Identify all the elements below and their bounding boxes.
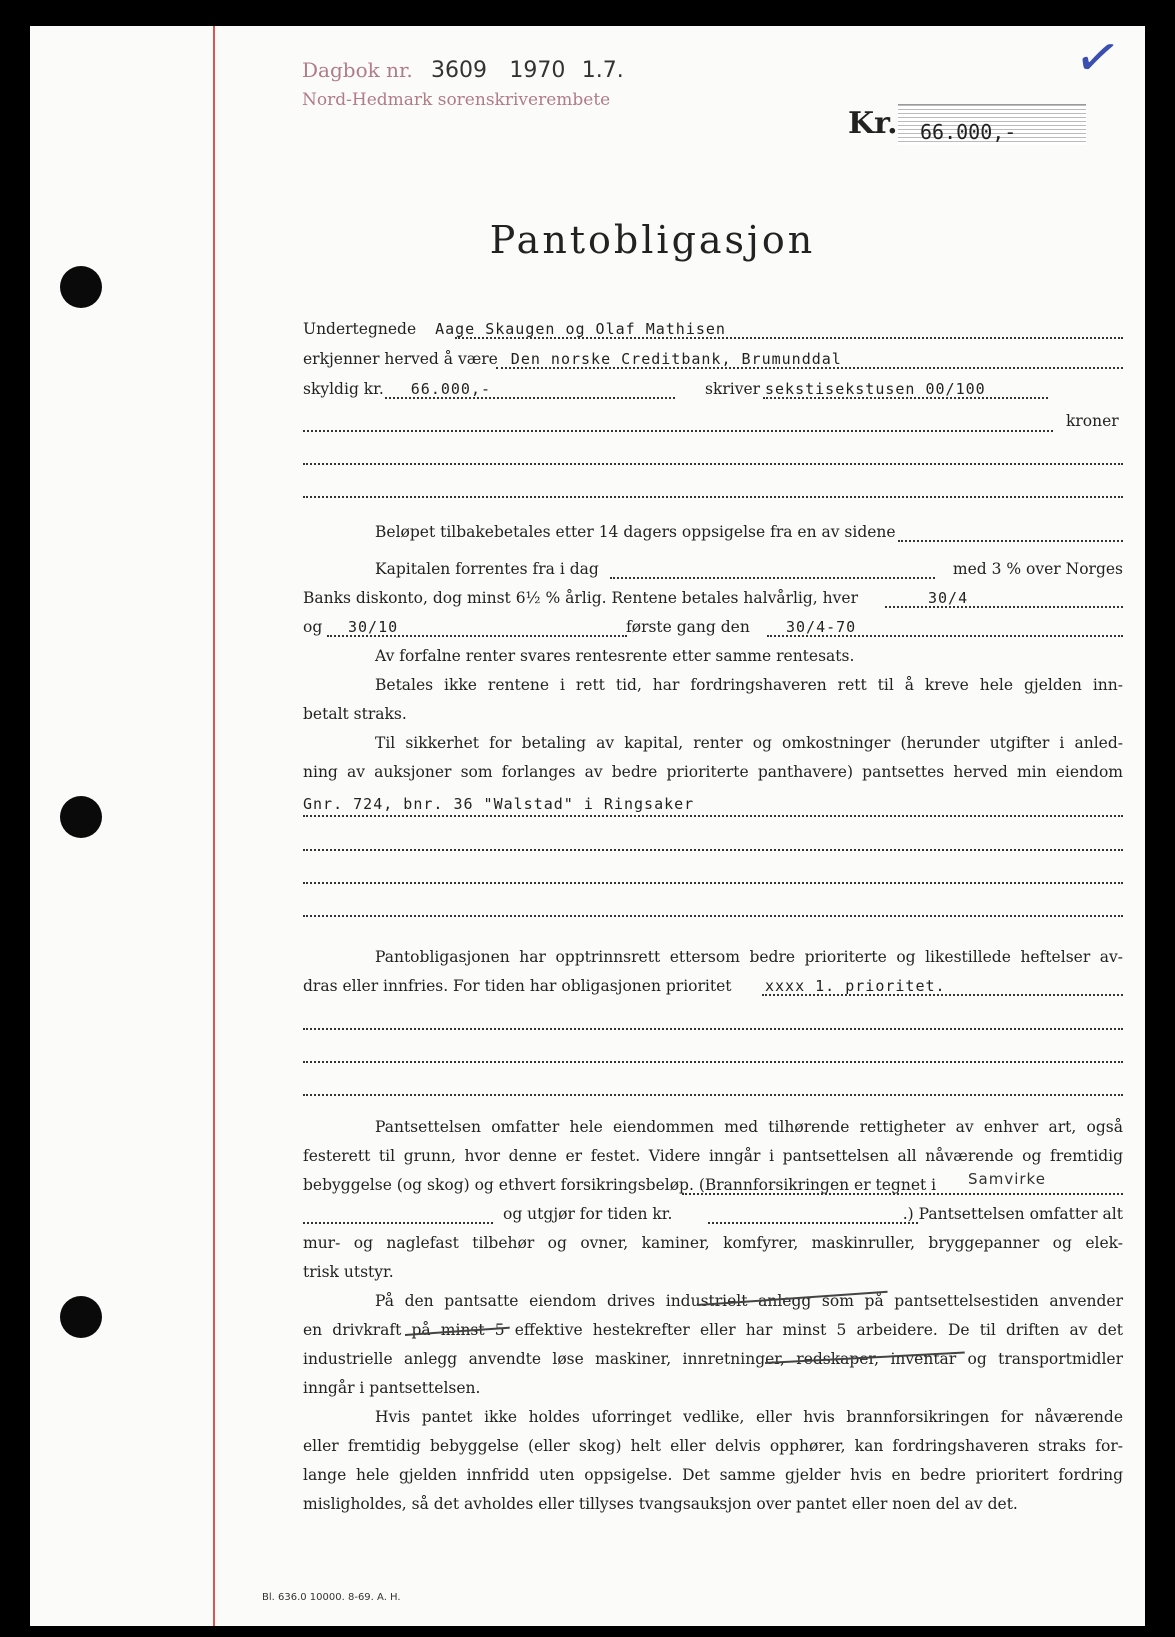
dotted-line	[303, 1094, 1123, 1096]
insurer-value: Samvirke	[968, 1170, 1046, 1188]
document-title: Pantobligasjon	[489, 218, 816, 262]
dotted-line	[898, 540, 1123, 542]
property-value: Gnr. 724, bnr. 36 "Walstad" i Ringsaker	[303, 795, 695, 813]
og-label: og	[303, 618, 323, 636]
dotted-line	[303, 1222, 493, 1224]
dotted-line	[303, 463, 1123, 465]
paragraph: Betales ikke rentene i rett tid, har fordringshaveren rett til å kreve hele gjelden inn-	[375, 676, 1123, 694]
skriver-label: skriver	[705, 380, 761, 398]
priority-value: xxxx 1. prioritet.	[765, 977, 946, 995]
dotted-line	[762, 994, 1123, 996]
kroner-label: kroner	[1066, 412, 1119, 430]
dotted-line	[303, 430, 1053, 432]
dotted-line	[303, 882, 1123, 884]
punch-hole	[60, 796, 102, 838]
paragraph: trisk utstyr.	[303, 1263, 394, 1281]
dotted-line	[455, 337, 1123, 339]
dotted-line	[708, 1222, 918, 1224]
paragraph: Pantobligasjonen har opptrinnsrett ettersom bedre prioriterte og likestillede heftelser av-	[375, 948, 1123, 966]
paragraph: Hvis pantet ikke holdes uforringet vedlike, eller hvis brannforsikringen for nåværende	[375, 1408, 1123, 1426]
dotted-line	[885, 606, 1123, 608]
paragraph: industrielle anlegg anvendte løse maskiner, innretninger, redskaper, inventar og transportmidler	[303, 1350, 1123, 1368]
paragraph: festerett til grunn, hvor denne er festet. Videre inngår i pantsettelsen all nåværende og fremtidig	[303, 1147, 1123, 1165]
paragraph: På den pantsatte eiendom drives industrielt anlegg som på pantsettelsestiden anvender	[375, 1292, 1123, 1310]
first-label: første gang den	[626, 618, 750, 636]
dotted-line	[303, 496, 1123, 498]
paragraph: Av forfalne renter svares rentesrente etter samme rentesats.	[375, 647, 855, 665]
undertegnede-label: Undertegnede	[303, 320, 417, 338]
dagbok-stamp	[302, 58, 624, 83]
creditor-value: Den norske Creditbank, Brumunddal	[510, 350, 842, 368]
erkjenner-label: erkjenner herved å være	[303, 350, 498, 368]
amount-value: 66.000,-	[920, 120, 1017, 144]
margin-line	[213, 26, 215, 1626]
interest-date-1: 30/4	[928, 589, 969, 607]
repay-text: Beløpet tilbakebetales etter 14 dagers oppsigelse fra en av sidene	[375, 523, 896, 541]
dotted-line	[303, 1028, 1123, 1030]
interest-date-2: 30/10	[348, 618, 399, 636]
skyldig-amount: 66.000,-	[410, 380, 492, 398]
punch-hole	[60, 266, 102, 308]
skriver-value: sekstisekstusen 00/100	[765, 380, 986, 398]
dotted-line	[496, 367, 1123, 369]
insurance-amount-label: og utgjør for tiden kr.	[503, 1205, 673, 1223]
paragraph: eller fremtidig bebyggelse (eller skog) helt eller delvis opphører, kan fordringshaveren straks for-	[303, 1437, 1123, 1455]
office-stamp: Nord-Hedmark sorenskriverembete	[302, 90, 611, 110]
paragraph: ning av auksjoner som forlanges av bedre prioriterte panthavere) pantsettes herved min eiendom	[303, 763, 1123, 781]
punch-hole	[60, 1296, 102, 1338]
paragraph: Pantsettelsen omfatter hele eiendommen med tilhørende rettigheter av enhver art, også	[375, 1118, 1123, 1136]
skyldig-label: skyldig kr.	[303, 380, 384, 398]
dagbok-number: 3609	[431, 58, 488, 83]
dotted-line	[327, 635, 627, 637]
dotted-line	[303, 915, 1123, 917]
interest-text: Banks diskonto, dog minst 6½ % årlig. Rentene betales halvårlig, hver	[303, 589, 858, 607]
document-page	[30, 22, 1145, 1626]
paragraph: mur- og naglefast tilbehør og ovner, kaminer, komfyrer, maskinruller, bryggepanner og elek-	[303, 1234, 1123, 1252]
undertegnede-value: Aage Skaugen og Olaf Mathisen	[435, 320, 726, 338]
dotted-line	[303, 1061, 1123, 1063]
dagbok-date: 1.7.	[581, 58, 624, 83]
check-mark: ✓	[1069, 22, 1126, 93]
amount-label: Kr.	[848, 106, 898, 141]
form-footer: Bl. 636.0 10000. 8-69. A. H.	[262, 1592, 401, 1603]
interest-from: Kapitalen forrentes fra i dag	[375, 560, 599, 578]
interest-rate: med 3 % over Norges	[952, 560, 1123, 578]
insurance-tail: .) Pantsettelsen omfatter alt	[902, 1205, 1123, 1223]
paragraph: misligholdes, så det avholdes eller tillyses tvangsauksjon over pantet eller noen del av det.	[303, 1495, 1018, 1513]
paragraph: en drivkraft på minst 5 effektive hestekrefter eller har minst 5 arbeidere. De til driften av det	[303, 1321, 1123, 1339]
priority-text: dras eller innfries. For tiden har obligasjonen prioritet	[303, 977, 732, 995]
dotted-line	[385, 397, 675, 399]
paragraph: betalt straks.	[303, 705, 407, 723]
dotted-line	[303, 815, 1123, 817]
first-date: 30/4-70	[786, 618, 857, 636]
dotted-line	[767, 635, 1123, 637]
dagbok-label: Dagbok nr.	[302, 58, 413, 82]
dagbok-year: 1970	[509, 58, 566, 83]
dotted-line	[682, 1193, 1123, 1195]
dotted-line	[303, 849, 1123, 851]
dotted-line	[610, 577, 935, 579]
paragraph: inngår i pantsettelsen.	[303, 1379, 481, 1397]
paragraph: lange hele gjelden innfridd uten oppsigelse. Det samme gjelder hvis en bedre prioritert fordring	[303, 1466, 1123, 1484]
paragraph: Til sikkerhet for betaling av kapital, renter og omkostninger (herunder utgifter i anled-	[375, 734, 1123, 752]
insurer-text: bebyggelse (og skog) og ethvert forsikringsbeløp. (Brannforsikringen er tegnet i	[303, 1176, 937, 1194]
dotted-line	[763, 397, 1048, 399]
